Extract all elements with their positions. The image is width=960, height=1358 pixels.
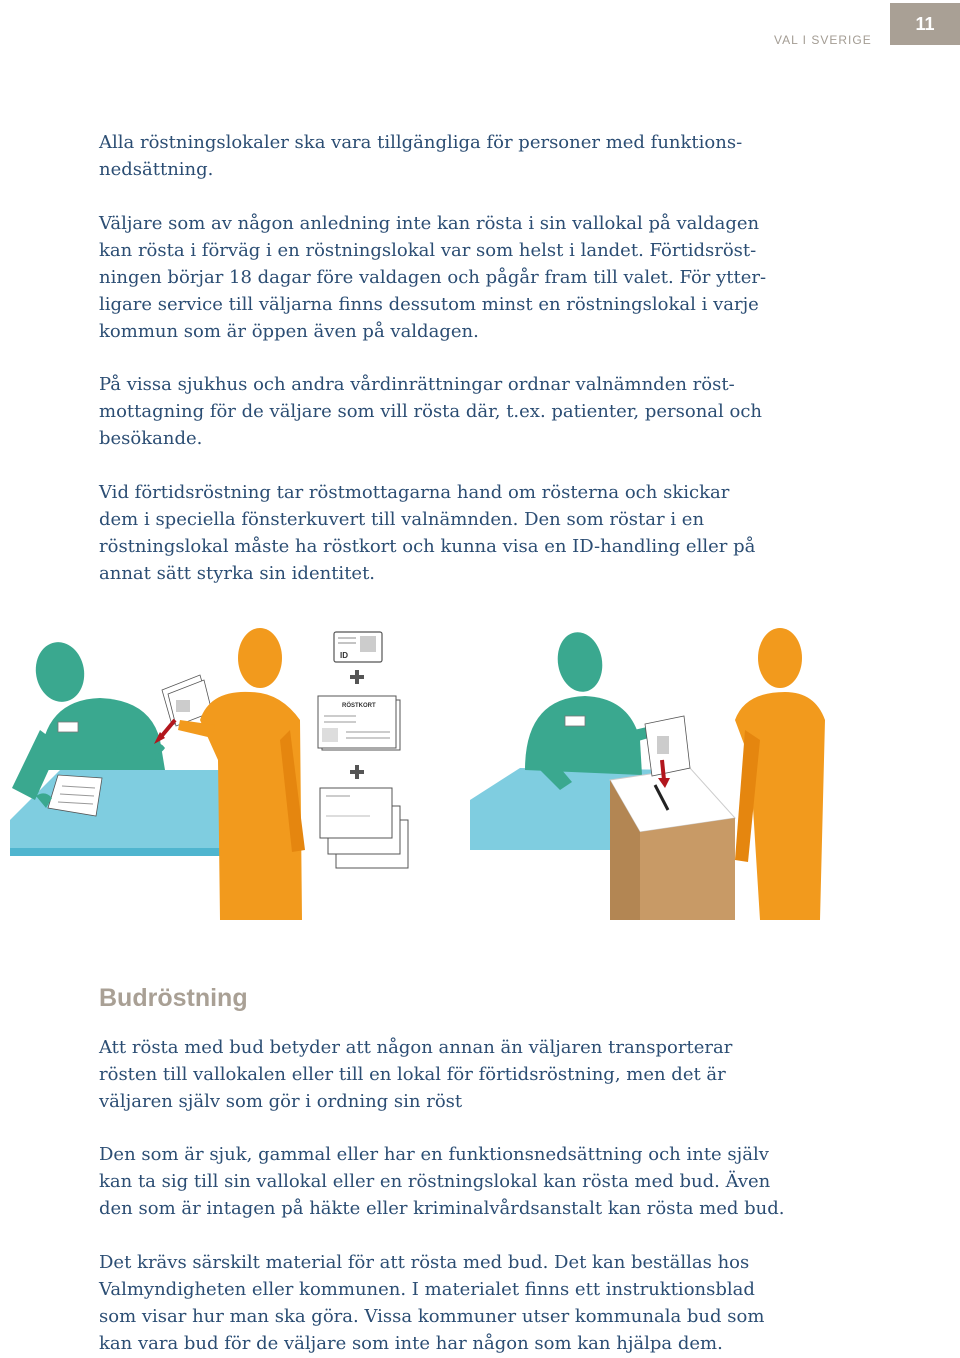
plus-icon [350,765,364,779]
ballot-box [610,768,735,920]
section-label: VAL I SVERIGE [774,33,872,47]
plus-icon [350,670,364,684]
voter-right [735,628,825,920]
clerk-right [525,629,662,790]
window-envelope [645,716,690,776]
paragraph-early-voting: Väljare som av någon anledning inte kan rösta i sin vallokal på valdagen kan rösta i förväg i en röstningslokal var som helst i landet. Förtidsröst- ningen börjar 18 dagar före valdagen och pågår fram till valet. För ytter- ligare service till väljarna finns dessutom minst en röstningslokal i varje kommun som är öppen även på valdagen. [99,213,767,342]
paragraph-materials: Det krävs särskilt material för att rösta med bud. Det kan beställas hos Valmyndigheten eller kommunen. I materialet finns ett instruktionsblad som visar hur man ska göra. Vissa kommuner utser kommunala bud som kan vara bud för de väljare som inte har någon som kan hjälpa dem. [99,1252,765,1354]
paragraph-proxy-voting: Att rösta med bud betyder att någon annan än väljaren transporterar rösten till vallokalen eller till en lokal för förtidsröstning, men det är väljaren själv som gör i ordning sin röst [99,1037,733,1112]
paragraph-identification: Vid förtidsröstning tar röstmottagarna hand om rösterna och skickar dem i speciella fönsterkuvert till valnämnden. Den som röstar i en röstningslokal måste ha röstkort och kunna visa en ID-handling eller på annat sätt styrka sin identitet. [99,482,756,584]
section-heading: Budröstning [99,984,248,1012]
voting-illustration [0,620,960,920]
page-number: 11 [890,3,960,45]
svg-text:RÖSTKORT: RÖSTKORT [342,703,376,709]
id-card [334,632,382,662]
voting-card [318,696,400,750]
paragraph-hospitals: På vissa sjukhus och andra vårdinrättningar ordnar valnämnden röst- mottagning för de väljare som vill rösta där, t.ex. patienter, personal och besökande. [99,374,763,449]
ballot-envelopes [320,788,408,868]
svg-text:ID: ID [340,651,348,660]
paragraph-accessibility: Alla röstningslokaler ska vara tillgängliga för personer med funktions- nedsättning. [99,132,743,180]
paragraph-eligibility: Den som är sjuk, gammal eller har en funktionsnedsättning och inte själv kan ta sig till sin vallokal eller en röstningslokal kan rösta med bud. Även den som är intagen på häkte eller kriminalvårdsanstalt kan rösta med bud. [99,1144,785,1219]
